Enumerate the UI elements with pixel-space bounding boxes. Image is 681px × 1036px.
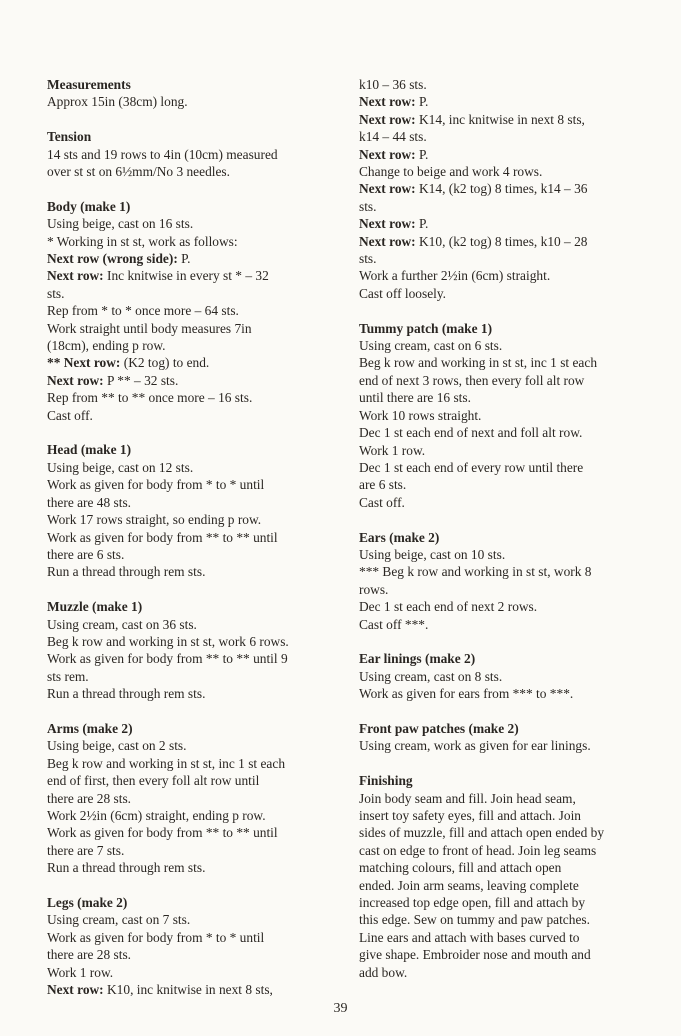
instruction-text: insert toy safety eyes, fill and attach. Join (359, 807, 581, 823)
instruction-line (359, 616, 649, 633)
instruction-line (47, 650, 337, 667)
instruction-text: Dec 1 st each end of next and foll alt row. (359, 425, 583, 441)
instruction-line (359, 389, 649, 406)
instruction-line (47, 146, 337, 163)
row-label: Next row: (47, 982, 104, 998)
section-body (47, 198, 337, 424)
instruction-line (359, 807, 649, 824)
instruction-text: there are 28 sts. (47, 790, 132, 806)
instruction-line (359, 737, 649, 754)
instruction-line (47, 233, 337, 250)
row-label: Next row: (359, 94, 416, 110)
instruction-line (359, 824, 649, 841)
instruction-text: Beg k row and working in st st, work 6 rows. (47, 633, 289, 649)
instruction-text: Using cream, work as given for ear linings. (359, 738, 591, 754)
instruction-text: *** Beg k row and working in st st, work 8 (359, 564, 592, 580)
section-heading: Ear linings (make 2) (359, 651, 476, 667)
instruction-text: Work 2½in (6cm) straight, ending p row. (47, 807, 266, 823)
instruction-text: 14 sts and 19 rows to 4in (10cm) measured (47, 146, 278, 162)
instruction-line (359, 546, 649, 563)
instruction-text: Using cream, cast on 36 sts. (47, 616, 197, 632)
instruction-line (47, 790, 337, 807)
instruction-text: there are 6 sts. (47, 546, 125, 562)
instruction-text: Cast off. (47, 407, 93, 423)
instruction-text: Work 1 row. (359, 442, 426, 458)
instruction-line (359, 111, 649, 128)
instruction-line (359, 93, 649, 110)
instruction-line (47, 372, 337, 389)
instruction-line (47, 946, 337, 963)
instruction-line (47, 459, 337, 476)
instruction-line (359, 354, 649, 371)
section-head (47, 441, 337, 580)
instruction-line (359, 946, 649, 963)
instruction-text: P. (415, 94, 429, 110)
instruction-line (359, 581, 649, 598)
instruction-text: sts. (359, 198, 377, 214)
instruction-line (359, 267, 649, 284)
instruction-line (47, 494, 337, 511)
instruction-line (47, 93, 337, 110)
instruction-text: Using beige, cast on 2 sts. (47, 738, 187, 754)
instruction-line (47, 389, 337, 406)
instruction-text: Using cream, cast on 6 sts. (359, 338, 503, 354)
page-number: 39 (333, 1001, 348, 1016)
instruction-text: ended. Join arm seams, leaving complete (359, 877, 579, 893)
instruction-line (359, 598, 649, 615)
instruction-line (47, 407, 337, 424)
instruction-text: Work straight until body measures 7in (47, 320, 252, 336)
instruction-line (359, 859, 649, 876)
instruction-text: Join body seam and fill. Join head seam, (359, 790, 576, 806)
section-heading: Measurements (47, 77, 131, 92)
instruction-text: are 6 sts. (359, 477, 407, 493)
row-label: Next row: (359, 216, 416, 232)
section-heading: Muzzle (make 1) (47, 599, 143, 615)
instruction-text: there are 48 sts. (47, 494, 132, 510)
instruction-text: Run a thread through rem sts. (47, 564, 206, 580)
instruction-line (359, 494, 649, 511)
row-label: Next row (wrong side): (47, 251, 178, 267)
instruction-line (359, 146, 649, 163)
instruction-text: Work as given for ears from *** to ***. (359, 686, 574, 702)
instruction-line (47, 476, 337, 493)
section-heading: Finishing (359, 773, 413, 789)
instruction-text: Using cream, cast on 8 sts. (359, 668, 503, 684)
instruction-text: Cast off loosely. (359, 285, 447, 301)
instruction-text: there are 28 sts. (47, 947, 132, 963)
row-label: ** Next row: (47, 355, 121, 371)
instruction-line (359, 911, 649, 928)
instruction-text: K14, inc knitwise in next 8 sts, (415, 111, 585, 127)
section-continued (359, 76, 649, 302)
instruction-line (47, 772, 337, 789)
instruction-line (47, 737, 337, 754)
instruction-text: P. (415, 146, 429, 162)
instruction-line (359, 790, 649, 807)
instruction-text: Work as given for body from * to * until (47, 929, 265, 945)
instruction-line (47, 546, 337, 563)
instruction-text: sts. (47, 285, 65, 301)
instruction-text: Run a thread through rem sts. (47, 686, 206, 702)
instruction-text: P. (177, 251, 191, 267)
instruction-line (47, 755, 337, 772)
right-column (359, 76, 649, 998)
instruction-text: Change to beige and work 4 rows. (359, 164, 543, 180)
instruction-line (47, 807, 337, 824)
instruction-text: K10, (k2 tog) 8 times, k10 – 28 (415, 233, 588, 249)
instruction-text: Approx 15in (38cm) long. (47, 94, 188, 110)
instruction-line (47, 563, 337, 580)
instruction-line (359, 250, 649, 267)
instruction-text: Beg k row and working in st st, inc 1 st each (359, 355, 598, 371)
section-ear-linings (359, 650, 649, 702)
instruction-text: Work as given for body from ** to ** until 9 (47, 651, 288, 667)
instruction-line (47, 354, 337, 371)
instruction-text: end of next 3 rows, then every foll alt row (359, 372, 585, 388)
row-label: Next row: (359, 111, 416, 127)
instruction-text: K14, (k2 tog) 8 times, k14 – 36 (415, 181, 588, 197)
instruction-text: (18cm), ending p row. (47, 338, 166, 354)
instruction-line (47, 616, 337, 633)
instruction-line (47, 302, 337, 319)
instruction-line (47, 824, 337, 841)
instruction-line (359, 442, 649, 459)
instruction-line (47, 215, 337, 232)
instruction-line (359, 407, 649, 424)
instruction-line (47, 320, 337, 337)
instruction-line (359, 929, 649, 946)
instruction-line (359, 128, 649, 145)
instruction-text: this edge. Sew on tummy and paw patches. (359, 912, 590, 928)
instruction-text: * Working in st st, work as follows: (47, 233, 238, 249)
instruction-text: Cast off ***. (359, 616, 429, 632)
instruction-line (359, 285, 649, 302)
instruction-text: sts. (359, 251, 377, 267)
instruction-line (47, 633, 337, 650)
instruction-text: Work as given for body from ** to ** until (47, 825, 278, 841)
instruction-line (359, 372, 649, 389)
instruction-line (47, 511, 337, 528)
row-label: Next row: (359, 146, 416, 162)
instruction-line (359, 685, 649, 702)
instruction-text: Work 10 rows straight. (359, 407, 482, 423)
instruction-text: Line ears and attach with bases curved to (359, 929, 580, 945)
instruction-text: Using cream, cast on 7 sts. (47, 912, 191, 928)
instruction-line (359, 198, 649, 215)
instruction-text: Work as given for body from ** to ** until (47, 529, 278, 545)
section-measurements (47, 76, 337, 111)
instruction-text: Work 1 row. (47, 964, 114, 980)
instruction-line (47, 529, 337, 546)
instruction-line (359, 459, 649, 476)
row-label: Next row: (47, 268, 104, 284)
instruction-line (47, 337, 337, 354)
section-heading: Tension (47, 129, 92, 145)
instruction-text: sides of muzzle, fill and attach open ended by (359, 825, 605, 841)
instruction-line (47, 250, 337, 267)
instruction-text: rows. (359, 581, 389, 597)
instruction-line (47, 285, 337, 302)
instruction-text: Work a further 2½in (6cm) straight. (359, 268, 551, 284)
instruction-line (359, 424, 649, 441)
row-label: Next row: (359, 181, 416, 197)
instruction-line (47, 163, 337, 180)
section-heading: Body (make 1) (47, 198, 131, 214)
section-arms (47, 720, 337, 877)
instruction-text: (K2 tog) to end. (120, 355, 210, 371)
instruction-text: Inc knitwise in every st * – 32 (103, 268, 269, 284)
instruction-text: Run a thread through rem sts. (47, 860, 206, 876)
left-column (47, 76, 337, 1016)
instruction-text: Work as given for body from * to * until (47, 477, 265, 493)
instruction-text: give shape. Embroider nose and mouth and (359, 947, 591, 963)
instruction-text: Cast off. (359, 494, 405, 510)
instruction-line (47, 911, 337, 928)
instruction-text: Using beige, cast on 16 sts. (47, 216, 194, 232)
instruction-text: Dec 1 st each end of every row until there (359, 459, 584, 475)
row-label: Next row: (359, 233, 416, 249)
section-heading: Tummy patch (make 1) (359, 320, 493, 336)
instruction-text: until there are 16 sts. (359, 390, 471, 406)
section-front-paw-patches (359, 720, 649, 755)
instruction-text: there are 7 sts. (47, 842, 125, 858)
section-heading: Head (make 1) (47, 442, 132, 458)
instruction-line (359, 337, 649, 354)
instruction-line (359, 180, 649, 197)
instruction-line (47, 929, 337, 946)
section-heading: Ears (make 2) (359, 529, 440, 545)
instruction-line (359, 668, 649, 685)
instruction-line (359, 476, 649, 493)
instruction-text: Using beige, cast on 12 sts. (47, 459, 194, 475)
row-label: Next row: (47, 372, 104, 388)
instruction-line (47, 981, 337, 998)
instruction-line (359, 563, 649, 580)
instruction-text: Rep from ** to ** once more – 16 sts. (47, 390, 253, 406)
section-heading: Arms (make 2) (47, 720, 133, 736)
instruction-line (47, 964, 337, 981)
section-legs (47, 894, 337, 998)
instruction-text: P ** – 32 sts. (103, 372, 179, 388)
instruction-text: k14 – 44 sts. (359, 129, 427, 145)
section-ears (359, 529, 649, 633)
section-heading: Front paw patches (make 2) (359, 720, 519, 736)
instruction-text: k10 – 36 sts. (359, 77, 427, 92)
instruction-line (359, 233, 649, 250)
instruction-line (359, 215, 649, 232)
instruction-text: K10, inc knitwise in next 8 sts, (103, 982, 273, 998)
instruction-text: sts rem. (47, 668, 89, 684)
instruction-text: P. (415, 216, 429, 232)
instruction-line (359, 964, 649, 981)
section-tummy-patch (359, 320, 649, 511)
instruction-text: over st st on 6½mm/No 3 needles. (47, 164, 230, 180)
instruction-text: add bow. (359, 964, 408, 980)
instruction-line (359, 842, 649, 859)
instruction-text: Work 17 rows straight, so ending p row. (47, 512, 262, 528)
instruction-text: Dec 1 st each end of next 2 rows. (359, 599, 538, 615)
instruction-line (47, 668, 337, 685)
instruction-line (359, 894, 649, 911)
instruction-line (359, 877, 649, 894)
instruction-text: cast on edge to front of head. Join leg seams (359, 842, 597, 858)
instruction-line (47, 267, 337, 284)
instruction-text: Beg k row and working in st st, inc 1 st each (47, 755, 286, 771)
instruction-line (47, 685, 337, 702)
instruction-line (359, 163, 649, 180)
instruction-text: Using beige, cast on 10 sts. (359, 546, 506, 562)
section-muzzle (47, 598, 337, 702)
instruction-text: increased top edge open, fill and attach by (359, 895, 586, 911)
instruction-text: Rep from * to * once more – 64 sts. (47, 303, 239, 319)
section-heading: Legs (make 2) (47, 895, 128, 910)
instruction-line (359, 76, 649, 93)
instruction-text: matching colours, fill and attach open (359, 860, 562, 876)
instruction-text: end of first, then every foll alt row until (47, 773, 260, 789)
section-finishing (359, 772, 649, 981)
instruction-line (47, 859, 337, 876)
instruction-line (47, 842, 337, 859)
section-tension (47, 128, 337, 180)
